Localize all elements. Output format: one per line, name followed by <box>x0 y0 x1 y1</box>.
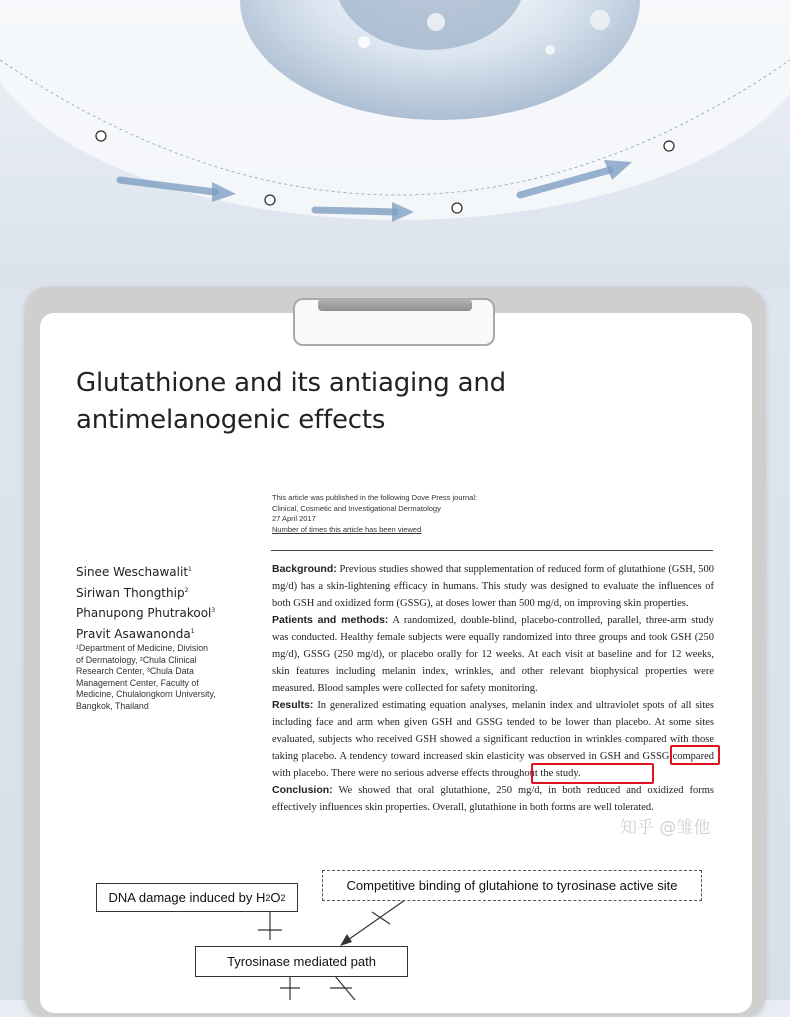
abstract-background: Background: Previous studies showed that supplementation of reduced form of glutathione (GSH, 500 mg/d) has a skin-lightening efficacy in humans. This study was designed to evaluate the influences of both GSH and oxidized form (GSSG), at doses lower than 500 mg/d, on improving skin properties. <box>272 563 714 609</box>
affiliations <box>76 643 256 712</box>
clipboard-clip-bar <box>318 299 472 311</box>
methods-label: Patients and methods: <box>272 614 389 627</box>
conclusion-label: Conclusion: <box>272 784 333 797</box>
journal-info <box>272 493 692 535</box>
author-list <box>76 561 266 643</box>
box-competitive-binding: Competitive binding of glutahione to tyrosinase active site <box>322 870 702 901</box>
views-link[interactable]: Number of times this article has been viewed <box>272 524 422 534</box>
paper-title-line-1: Glutathione and its antiaging and <box>76 368 506 398</box>
background-label: Background: <box>272 563 337 575</box>
highlight-skin-elasticity <box>531 763 654 784</box>
affiliation-line: ¹Department of Medicine, Division <box>76 643 209 653</box>
connector-competitive <box>345 900 405 942</box>
journal-name: Clinical, Cosmetic and Investigational Dermatology <box>272 503 441 513</box>
affiliation-line: Medicine, Chulalongkorn University, <box>76 689 216 699</box>
box-tyrosinase-path: Tyrosinase mediated path <box>195 946 408 977</box>
highlight-wrinkles <box>670 745 720 765</box>
author-item: Phanupong Phutrakool$^3$ <box>76 606 216 620</box>
inhibit-bar-competitive <box>372 912 390 924</box>
results-label: Results: <box>272 699 314 712</box>
abstract-conclusion: Conclusion: We showed that oral glutathione, 250 mg/d, in both reduced and oxidized forms effectively influences skin properties. Overall, glutathione in both forms are well tolerated. <box>272 784 714 814</box>
abstract-results: Results: In generalized estimating equation analyses, melanin index and ultraviolet spots of all sites including face and arm when given GSH and GSSG tended to be lower than placebo. At some sites evaluated, subjects who received GSH showed a significant reduction in wrinkles compared with those taking placebo. A tendency toward increased skin elasticity was observed in GSH and GSSG compared with placebo. There were no serious adverse effects throughout the study. <box>272 699 714 779</box>
paper-title <box>76 365 636 439</box>
box-dna-damage: DNA damage induced by H 2 O 2 <box>96 883 298 912</box>
publish-date: 27 April 2017 <box>272 514 316 523</box>
hero-illustration <box>0 0 790 290</box>
hero-banner <box>0 0 790 290</box>
author-item: Pravit Asawanonda$^1$ <box>76 626 195 641</box>
affiliation-line: Research Center, ³Chula Data <box>76 666 194 676</box>
author-item: Sinee Weschawalit$^1$ <box>76 565 192 579</box>
author-item: Siriwan Thongthip$^2$ <box>76 585 189 600</box>
arrowhead-competitive <box>340 934 352 946</box>
abstract-methods: Patients and methods: A randomized, double-blind, placebo-controlled, parallel, three-arm study was conducted. Healthy female subjects were equally randomized into three groups and took GSH (250 mg/d), GSSG (250 mg/d), or placebo orally for 12 weeks. At each visit at baseline and for 12 weeks, skin features including melanin index, wrinkles, and other relevant biophysical properties were measured. Blood samples were collected for safety monitoring. <box>272 614 714 694</box>
header-divider <box>271 550 713 551</box>
paper-title-line-2: antimelanogenic effects <box>76 405 386 435</box>
watermark: 知乎 @雏他 <box>620 818 711 838</box>
affiliation-line: of Dermatology, ²Chula Clinical <box>76 654 197 665</box>
journal-info-line: This article was published in the following Dove Press journal: <box>272 493 478 502</box>
affiliation-line: Management Center, Faculty of <box>76 677 199 688</box>
affiliation-line: Bangkok, Thailand <box>76 700 149 711</box>
